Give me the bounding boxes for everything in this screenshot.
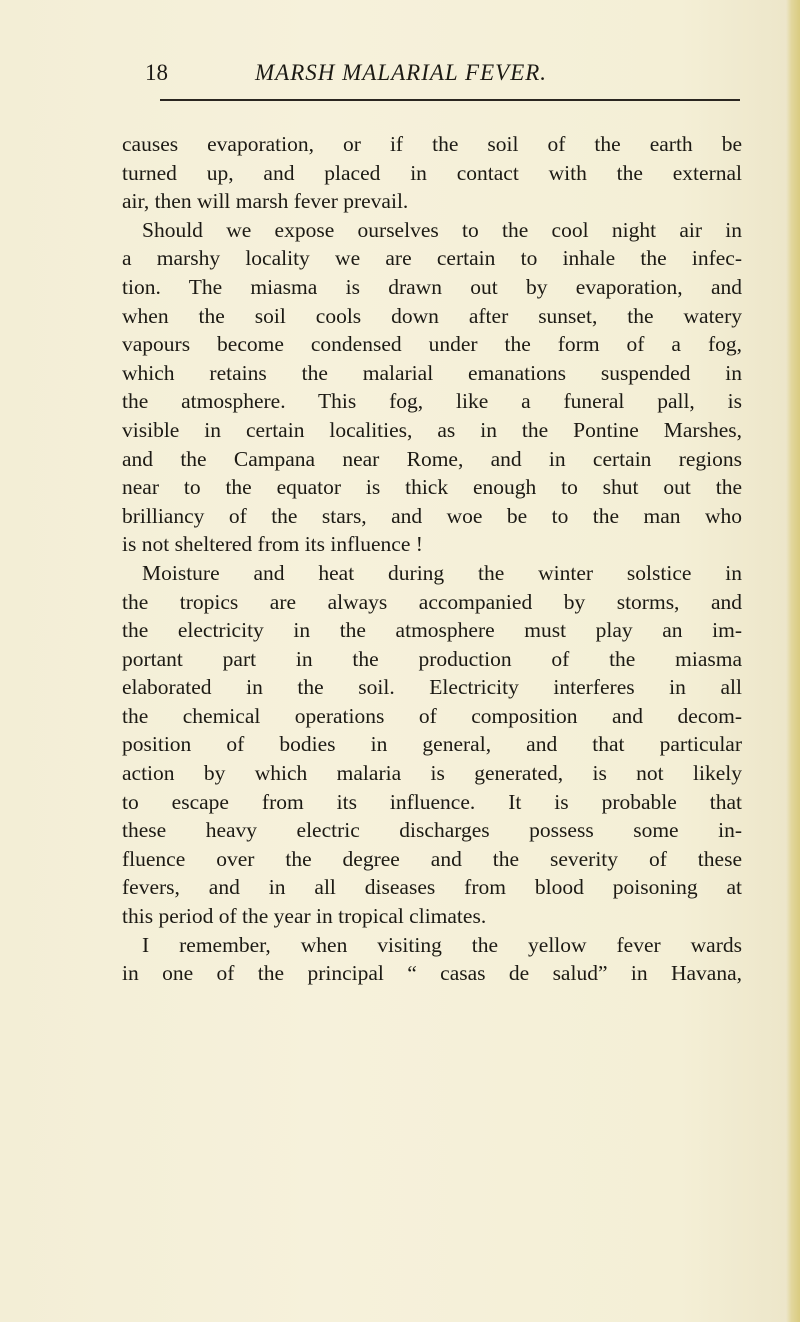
text-line: and the Campana near Rome, and in certain regions [122,446,742,471]
text-line: is not sheltered from its influence ! [122,532,423,557]
text-line: the atmosphere. This fog, like a funeral pall, is [122,389,742,414]
text-line: near to the equator is thick enough to shut out the [122,475,742,500]
text-line: this period of the year in tropical climates. [122,904,487,929]
text-line: turned up, and placed in contact with the external [122,160,742,185]
text-line: to escape from its influence. It is probable that [122,789,742,814]
text-line: when the soil cools down after sunset, the watery [122,303,742,328]
text-line: portant part in the production of the miasma [122,646,742,671]
page-number: 18 [145,60,168,85]
text-line: air, then will marsh fever prevail. [122,189,409,214]
text-line: Moisture and heat during the winter solstice in [142,560,742,585]
text-line: tion. The miasma is drawn out by evaporation, and [122,274,742,299]
text-line: position of bodies in general, and that particular [122,732,742,757]
body-text [122,130,742,988]
text-line: a marshy locality we are certain to inhale the infec- [122,246,742,271]
page-edge-shadow [786,0,800,1322]
text-line: Should we expose ourselves to the cool night air in [142,217,742,242]
running-title: MARSH MALARIAL FEVER. [255,60,548,85]
text-line: visible in certain localities, as in the Pontine Marshes, [122,417,742,442]
text-line: the tropics are always accompanied by storms, and [122,589,742,614]
text-line: causes evaporation, or if the soil of the earth be [122,132,742,156]
text-line: the chemical operations of composition and decom- [122,703,742,728]
page-header [145,60,765,100]
text-line: vapours become condensed under the form of a fog, [122,332,742,357]
text-line: in one of the principal “ casas de salud” in Havana, [122,961,742,986]
text-line: I remember, when visiting the yellow fever wards [142,932,742,957]
text-line: which retains the malarial emanations suspended in [122,360,742,385]
text-line: fluence over the degree and the severity of these [122,846,742,871]
text-line: the electricity in the atmosphere must play an im- [122,618,742,643]
text-line: elaborated in the soil. Electricity interferes in all [122,675,742,700]
text-line: fevers, and in all diseases from blood poisoning at [122,875,742,900]
text-line: brilliancy of the stars, and woe be to the man who [122,503,742,528]
text-line: action by which malaria is generated, is not likely [122,761,742,786]
text-line: these heavy electric discharges possess some in- [122,818,742,843]
header-rule [160,99,740,101]
